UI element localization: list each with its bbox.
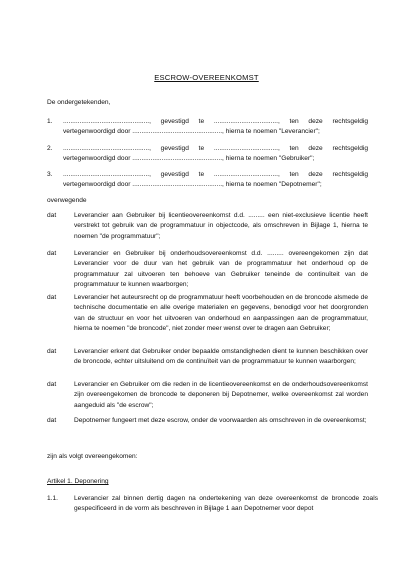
party-2-number: 2.: [47, 145, 53, 152]
party-1-number: 1.: [47, 118, 53, 125]
overwegende-heading: overwegende: [47, 197, 87, 204]
recital-4-label: dat: [47, 348, 57, 355]
party-3-number: 3.: [47, 171, 53, 178]
recital-5-label: dat: [47, 381, 57, 388]
party-3-text: ..............................................., gevestigd te ..................................., ten deze rechtsgeldig vertegenwoordigd door ................................................., hierna te noemen "Depotnemer";: [63, 171, 368, 189]
recital-5-text: Leverancier en Gebruiker om die reden in de licentieovereenkomst en de onderhoudsovereenkomst zijn overeengekomen de broncode te deponeren bij Depotnemer, welke overeenkomst zal worden aangeduid als "de escrow";: [74, 381, 368, 409]
document-title: ESCROW-OVEREENKOMST: [154, 73, 259, 82]
recital-1-label: dat: [47, 212, 57, 219]
intro-text: De ondergetekenden,: [47, 99, 111, 106]
party-2-text: ..............................................., gevestigd te ..................................., ten deze rechtsgeldig vertegenwoordigd door ................................................., hierna te noemen "Gebruiker";: [63, 145, 368, 163]
recital-3-text: Leverancier het auteursrecht op de programmatuur heeft voorbehouden en de broncode alsmede de technische documentatie en alle overige materialen en gegevens, benodigd voor het doorgronden van de structuur en voor het uitvoeren van onderhoud en aanpassingen aan de programmatuur, hierna te noemen "de broncode", niet zonder meer wenst over te dragen aan Gebruiker;: [74, 294, 368, 333]
recital-3-label: dat: [47, 294, 57, 301]
recital-6-text: Depotnemer fungeert met deze escrow, onder de voorwaarden als omschreven in de overeenkomst;: [74, 417, 367, 424]
recital-4-text: Leverancier erkent dat Gebruiker onder bepaalde omstandigheden dient te kunnen beschikken over de broncode, echter uitsluitend om de continuïteit van de programmatuur te kunnen waarborgen;: [74, 348, 368, 366]
article-1-1-number: 1.1.: [47, 495, 58, 502]
article-1-1-text: Leverancier zal binnen dertig dagen na ondertekening van deze overeenkomst de broncode zoals gespecificeerd in de vorm als beschreven in Bijlage 1 aan Depotnemer voor depot: [74, 495, 378, 513]
recital-2-label: dat: [47, 250, 57, 257]
recital-1-text: Leverancier aan Gebruiker bij licentieovereenkomst d.d. ......... een niet-exclusieve licentie heeft verstrekt tot gebruik van de programmatuur in objectcode, als omschreven in Bijlage 1, hierna te noemen "de programmatuur";: [74, 212, 368, 240]
party-1-text: ..............................................., gevestigd te ..................................., ten deze rechtsgeldig vertegenwoordigd door ................................................., hierna te noemen "Leverancier";: [63, 118, 368, 136]
article-1-heading: Artikel 1. Deponering: [47, 478, 109, 485]
agreed-text: zijn als volgt overeengekomen:: [47, 453, 138, 460]
recital-2-text: Leverancier en Gebruiker bij onderhoudsovereenkomst d.d. ......... overeengekomen zijn dat Leverancier voor de duur van het gebruik van de programmatuur het onderhoud op de programmatuur zal uitvoeren ten behoeve van Gebruiker teneinde de continuïteit van de programmatuur te kunnen waarborgen;: [74, 250, 368, 289]
recital-6-label: dat: [47, 417, 57, 424]
